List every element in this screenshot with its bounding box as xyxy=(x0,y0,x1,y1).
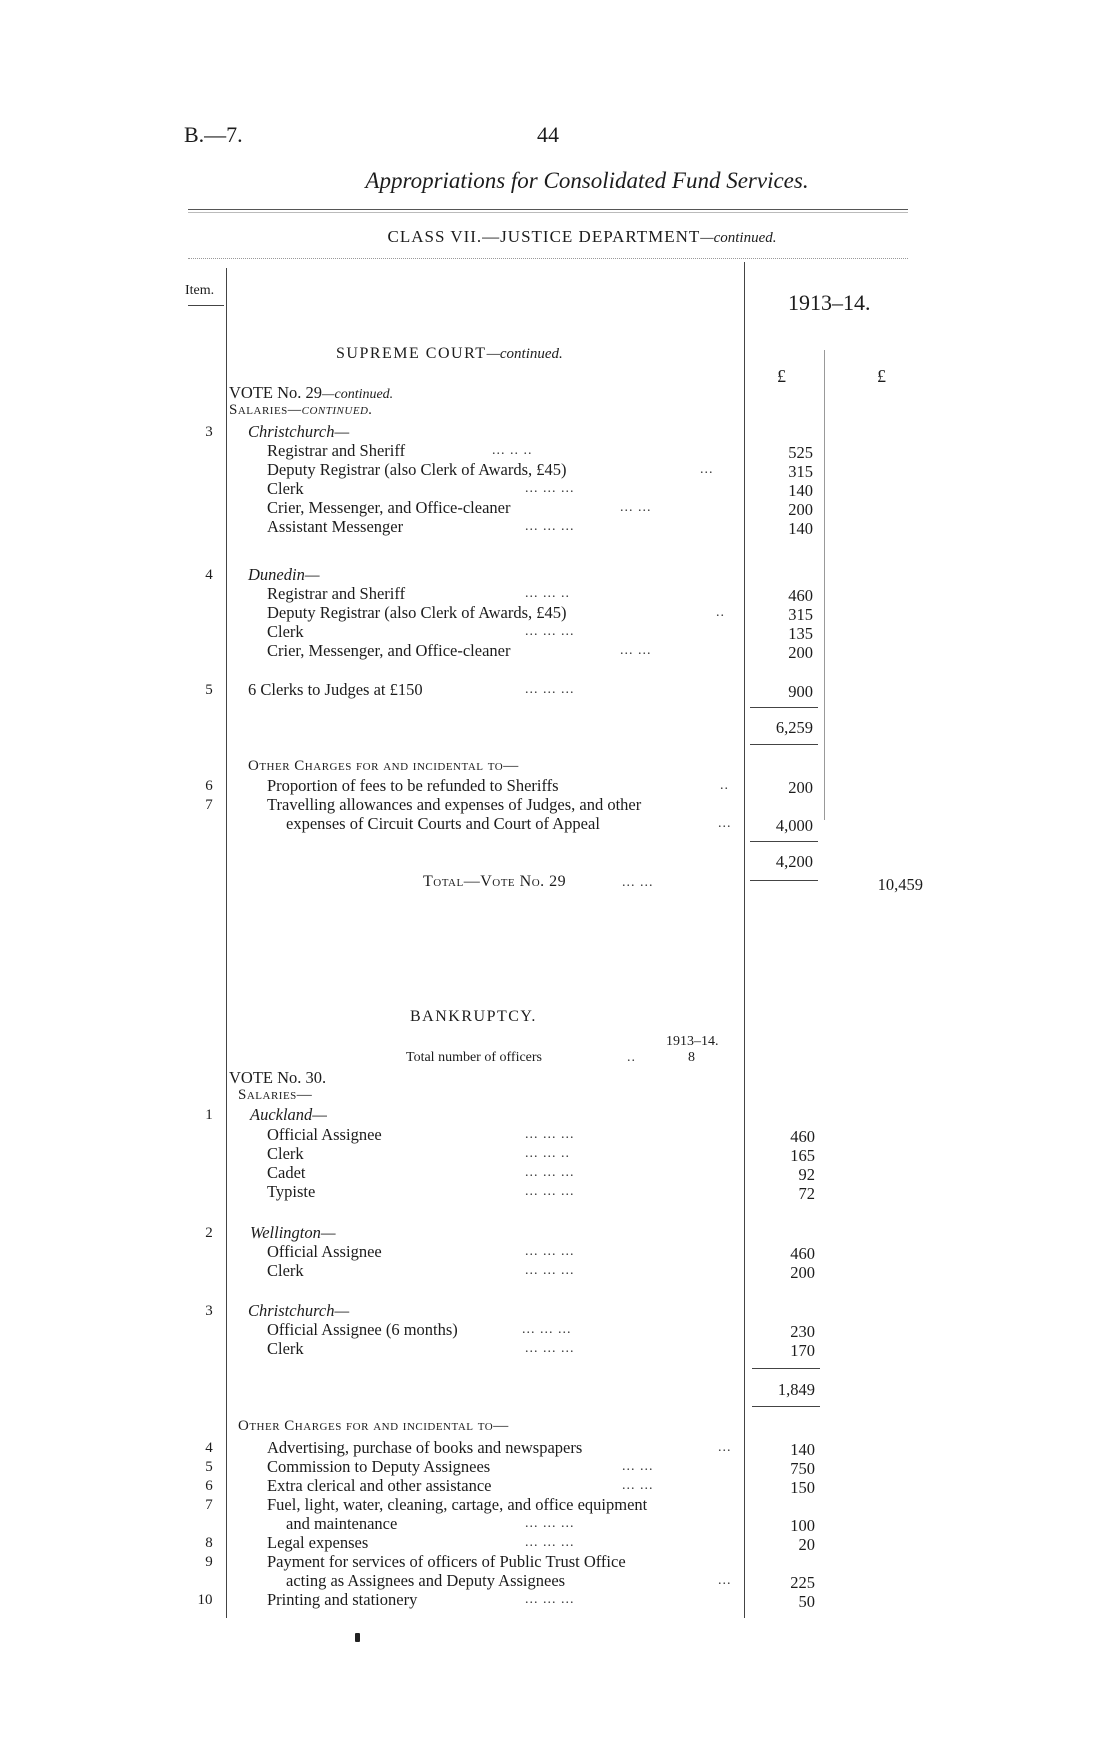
salaries-heading: Salaries—continued. xyxy=(229,402,373,418)
item-number: 3 xyxy=(205,424,213,440)
item-number: 7 xyxy=(205,1497,213,1513)
line-label: 6 Clerks to Judges at £150 xyxy=(248,680,423,699)
line-amount: 200 xyxy=(788,643,813,662)
line-label: Legal expenses xyxy=(267,1533,369,1552)
item-number: 6 xyxy=(205,1478,213,1494)
leader-dots: ... ... ... xyxy=(525,481,575,496)
document-reference: B.—7. xyxy=(184,122,243,147)
leader-dots: ... .. .. xyxy=(492,443,533,458)
title-rule xyxy=(188,209,908,210)
line-label: Official Assignee xyxy=(267,1125,382,1144)
line-label: Official Assignee (6 months) xyxy=(267,1320,458,1339)
class-continued: —continued. xyxy=(700,230,777,246)
leader-dots: .. xyxy=(716,605,725,620)
line-amount: 135 xyxy=(788,624,813,643)
line-label: Clerk xyxy=(267,479,304,498)
officers-count: 8 xyxy=(688,1050,695,1065)
leader-dots: ... ... xyxy=(622,1478,654,1493)
subheading-christchurch: Christchurch— xyxy=(248,1301,350,1320)
line-amount: 460 xyxy=(790,1244,815,1263)
line-amount: 315 xyxy=(788,462,813,481)
total-column-divider xyxy=(824,350,825,820)
item-number: 7 xyxy=(205,797,213,813)
vote-30-heading: VOTE No. 30. xyxy=(229,1068,327,1087)
vote-total-amount: 10,459 xyxy=(877,875,923,894)
line-amount: 140 xyxy=(788,519,813,538)
salaries-subtotal: 6,259 xyxy=(775,718,813,737)
subheading-auckland: Auckland— xyxy=(250,1105,327,1124)
class-rule xyxy=(188,258,908,259)
line-label: Clerk xyxy=(267,1144,304,1163)
subtotal-rule xyxy=(750,841,818,842)
subtotal-rule xyxy=(752,1406,820,1407)
item-number: 1 xyxy=(205,1107,213,1123)
subheading-wellington: Wellington— xyxy=(250,1223,336,1242)
item-number: 2 xyxy=(205,1225,213,1241)
leader-dots: ... ... ... xyxy=(525,1184,575,1199)
item-header-rule xyxy=(188,305,224,306)
leader-dots: ... ... ... xyxy=(525,1165,575,1180)
item-number: 8 xyxy=(205,1535,213,1551)
item-number: 3 xyxy=(205,1303,213,1319)
leader-dots: ... ... ... xyxy=(525,624,575,639)
line-label: Travelling allowances and expenses of Judges, and other xyxy=(267,795,642,814)
leader-dots: .. xyxy=(720,778,729,793)
vote-total-label: Total—Vote No. 29 xyxy=(423,873,567,890)
item-number: 5 xyxy=(205,682,213,698)
section-heading-bankruptcy: BANKRUPTCY. xyxy=(410,1008,537,1025)
line-label: expenses of Circuit Courts and Court of Appeal xyxy=(286,814,600,833)
leader-dots: ... ... xyxy=(622,875,654,890)
leader-dots: ... xyxy=(718,816,732,831)
line-label: Extra clerical and other assistance xyxy=(267,1476,492,1495)
leader-dots: ... ... xyxy=(622,1459,654,1474)
line-label: Clerk xyxy=(267,1261,304,1280)
line-amount: 165 xyxy=(790,1146,815,1165)
line-label: and maintenance xyxy=(286,1514,398,1533)
leader-dots: ... ... xyxy=(620,643,652,658)
class-title: CLASS VII.—JUSTICE DEPARTMENT xyxy=(387,227,701,246)
line-label: Deputy Registrar (also Clerk of Awards, £45) xyxy=(267,460,567,479)
leader-dots: ... ... ... xyxy=(525,1535,575,1550)
leader-dots: ... ... xyxy=(620,500,652,515)
leader-dots: ... ... .. xyxy=(525,586,570,601)
line-label: Commission to Deputy Assignees xyxy=(267,1457,491,1476)
line-amount: 230 xyxy=(790,1322,815,1341)
line-label: Proportion of fees to be refunded to Sheriffs xyxy=(267,776,559,795)
class-heading xyxy=(0,227,1114,247)
line-label: Payment for services of officers of Public Trust Office xyxy=(267,1552,626,1571)
leader-dots: ... ... ... xyxy=(525,1516,575,1531)
subtotal-rule xyxy=(750,880,818,881)
other-charges-heading: Other Charges for and incidental to— xyxy=(248,758,519,774)
leader-dots: ... ... ... xyxy=(525,1263,575,1278)
item-number: 4 xyxy=(205,1440,213,1456)
line-amount: 200 xyxy=(788,500,813,519)
line-label: Cadet xyxy=(267,1163,306,1182)
pound-header-2: £ xyxy=(877,366,886,386)
leader-dots: ... ... ... xyxy=(525,1341,575,1356)
leader-dots: ... ... ... xyxy=(525,1592,575,1607)
year-header: 1913–14. xyxy=(788,290,871,315)
item-number: 9 xyxy=(205,1554,213,1570)
other-charges-heading: Other Charges for and incidental to— xyxy=(238,1418,509,1434)
item-number: 6 xyxy=(205,778,213,794)
line-amount: 100 xyxy=(790,1516,815,1535)
leader-dots: .. xyxy=(627,1050,636,1065)
other-charges-subtotal: 4,200 xyxy=(775,852,813,871)
leader-dots: ... ... ... xyxy=(525,682,575,697)
line-label: Assistant Messenger xyxy=(267,517,404,536)
leader-dots: ... ... ... xyxy=(525,519,575,534)
line-amount: 460 xyxy=(788,586,813,605)
subheading-christchurch: Christchurch— xyxy=(248,422,350,441)
line-amount: 525 xyxy=(788,443,813,462)
line-amount: 170 xyxy=(790,1341,815,1360)
title-rule-secondary xyxy=(188,212,908,213)
line-label: Deputy Registrar (also Clerk of Awards, £45) xyxy=(267,603,567,622)
officers-year-label: 1913–14. xyxy=(666,1034,719,1049)
line-amount: 20 xyxy=(798,1535,815,1554)
item-number: 4 xyxy=(205,567,213,583)
line-amount: 4,000 xyxy=(775,816,813,835)
line-amount: 140 xyxy=(790,1440,815,1459)
salaries-subtotal: 1,849 xyxy=(777,1380,815,1399)
line-amount: 750 xyxy=(790,1459,815,1478)
line-label: Registrar and Sheriff xyxy=(267,584,406,603)
line-amount: 200 xyxy=(788,778,813,797)
line-label: Clerk xyxy=(267,1339,304,1358)
line-label: Crier, Messenger, and Office-cleaner xyxy=(267,498,511,517)
leader-dots: ... ... ... xyxy=(525,1244,575,1259)
ink-mark xyxy=(355,1633,360,1642)
item-number: 10 xyxy=(197,1592,213,1608)
subtotal-rule xyxy=(750,744,818,745)
page-title: Appropriations for Consolidated Fund Services. xyxy=(365,168,809,193)
leader-dots: ... ... .. xyxy=(525,1146,570,1161)
line-label: Crier, Messenger, and Office-cleaner xyxy=(267,641,511,660)
line-label: Printing and stationery xyxy=(267,1590,418,1609)
line-label: Clerk xyxy=(267,622,304,641)
line-amount: 315 xyxy=(788,605,813,624)
salaries-heading: Salaries— xyxy=(238,1087,313,1103)
line-amount: 72 xyxy=(798,1184,815,1203)
line-label: Advertising, purchase of books and newspapers xyxy=(267,1438,583,1457)
item-column-divider xyxy=(226,268,227,1618)
line-label: Official Assignee xyxy=(267,1242,382,1261)
officers-label: Total number of officers xyxy=(406,1050,542,1065)
line-amount: 900 xyxy=(788,682,813,701)
leader-dots: ... ... ... xyxy=(522,1322,572,1337)
leader-dots: ... ... ... xyxy=(525,1127,575,1142)
line-amount: 460 xyxy=(790,1127,815,1146)
line-label: acting as Assignees and Deputy Assignees xyxy=(286,1571,566,1590)
line-label: Fuel, light, water, cleaning, cartage, and office equipment xyxy=(267,1495,648,1514)
line-amount: 150 xyxy=(790,1478,815,1497)
line-amount: 92 xyxy=(798,1165,815,1184)
section-heading-supreme-court: SUPREME COURT—continued. xyxy=(336,345,563,362)
pound-header-1: £ xyxy=(777,366,786,386)
page-number: 44 xyxy=(537,122,559,147)
item-column-header: Item. xyxy=(185,283,215,298)
leader-dots: ... xyxy=(718,1440,732,1455)
leader-dots: ... xyxy=(700,462,714,477)
line-amount: 140 xyxy=(788,481,813,500)
line-label: Registrar and Sheriff xyxy=(267,441,406,460)
subheading-dunedin: Dunedin— xyxy=(248,565,320,584)
leader-dots: ... xyxy=(718,1573,732,1588)
subtotal-rule xyxy=(750,707,818,708)
line-amount: 225 xyxy=(790,1573,815,1592)
line-amount: 200 xyxy=(790,1263,815,1282)
item-number: 5 xyxy=(205,1459,213,1475)
line-label: Typiste xyxy=(267,1182,316,1201)
vote-29-heading: VOTE No. 29—continued. xyxy=(229,383,394,402)
line-amount: 50 xyxy=(798,1592,815,1611)
subtotal-rule xyxy=(752,1368,820,1369)
